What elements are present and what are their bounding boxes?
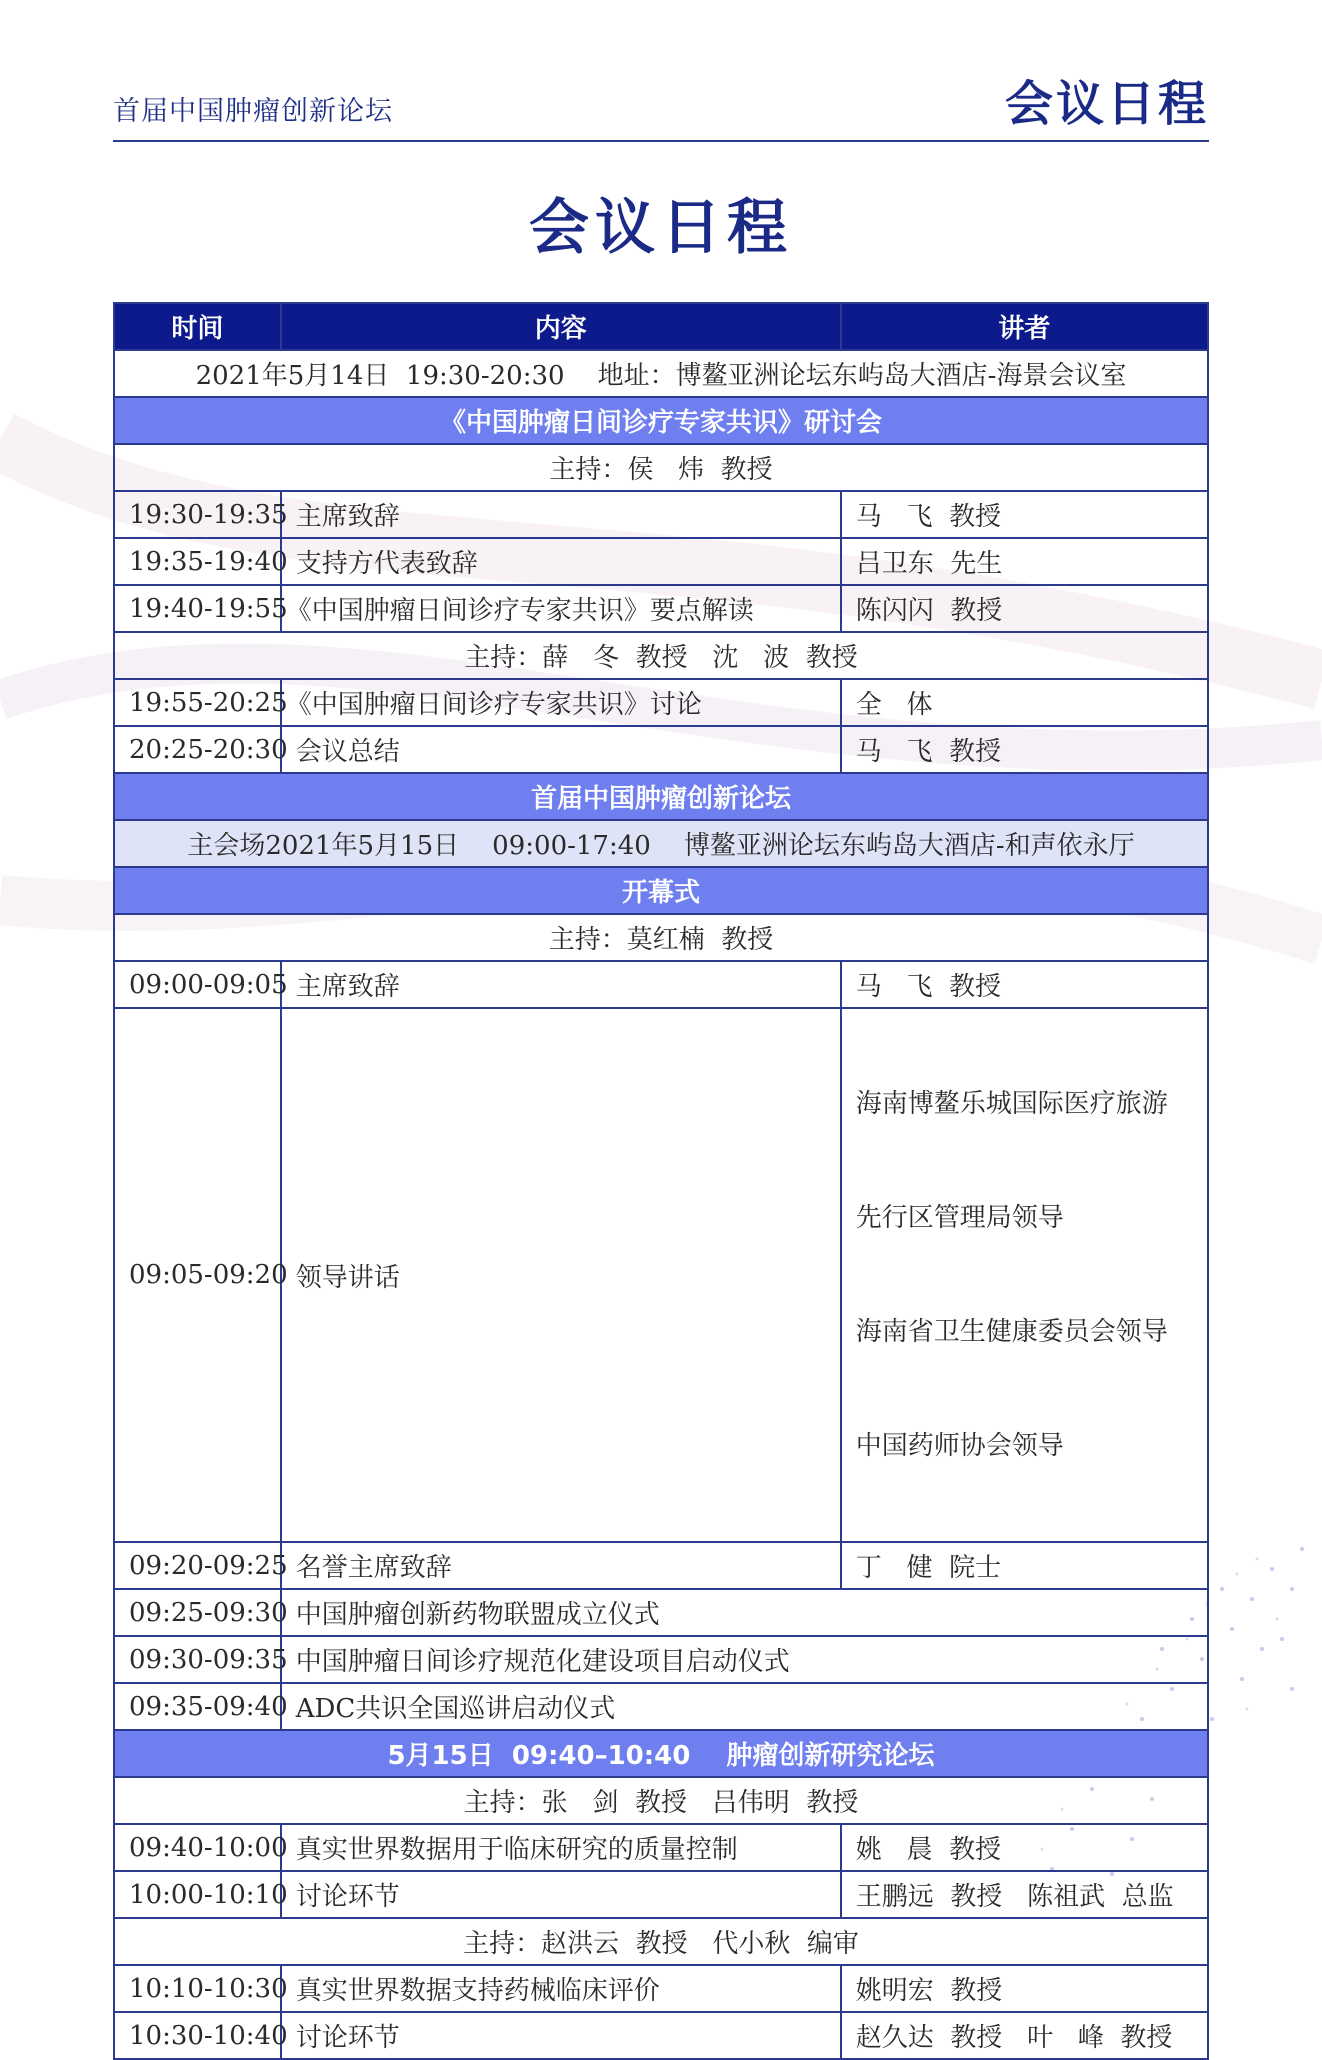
time-cell: 10:30-10:40 [114, 2012, 281, 2059]
content-cell: 名誉主席致辞 [281, 1542, 841, 1589]
agenda-table [113, 302, 1209, 2060]
content-cell: 主席致辞 [281, 961, 841, 1008]
column-header-time: 时间 [114, 303, 281, 350]
column-header-speaker: 讲者 [841, 303, 1208, 350]
forum-title-row [114, 773, 1208, 820]
table-row [114, 1824, 1208, 1871]
host-2: 主持：薛 冬 教授 沈 波 教授 [114, 632, 1208, 679]
table-row [114, 679, 1208, 726]
main-venue-row [114, 820, 1208, 867]
speaker-cell: 马 飞 教授 [841, 726, 1208, 773]
content-cell: 会议总结 [281, 726, 841, 773]
table-header-row [114, 303, 1208, 350]
time-cell: 10:00-10:10 [114, 1871, 281, 1918]
host-5: 主持：赵洪云 教授 代小秋 编审 [114, 1918, 1208, 1965]
opening-title: 开幕式 [114, 867, 1208, 914]
table-row [114, 1871, 1208, 1918]
speaker-cell: 赵久达 教授 叶 峰 教授 [841, 2012, 1208, 2059]
content-cell: 主席致辞 [281, 491, 841, 538]
page-title: 会议日程 [529, 193, 793, 263]
day1-info-row [114, 350, 1208, 397]
day1-info: 2021年5月14日 19:30-20:30 地址：博鳌亚洲论坛东屿岛大酒店-海景会议室 [114, 350, 1208, 397]
table-row [114, 491, 1208, 538]
speaker-cell: 丁 健 院士 [841, 1542, 1208, 1589]
section-title: 会议日程 [1004, 76, 1209, 132]
host-1: 主持：侯 炜 教授 [114, 444, 1208, 491]
table-row [114, 585, 1208, 632]
content-cell: 《中国肿瘤日间诊疗专家共识》要点解读 [281, 585, 841, 632]
speaker-line: 中国药师协会领导 [855, 1431, 1064, 1461]
table-row [114, 1965, 1208, 2012]
time-cell: 09:00-09:05 [114, 961, 281, 1008]
host-row-4 [114, 1777, 1208, 1824]
main-venue: 主会场2021年5月15日 09:00-17:40 博鳌亚洲论坛东屿岛大酒店-和声依永厅 [114, 820, 1208, 867]
content-cell: 中国肿瘤创新药物联盟成立仪式 [281, 1589, 1208, 1636]
time-cell: 09:05-09:20 [114, 1008, 281, 1542]
host-4: 主持：张 剑 教授 吕伟明 教授 [114, 1777, 1208, 1824]
speaker-cell: 姚 晨 教授 [841, 1824, 1208, 1871]
host-row-3 [114, 914, 1208, 961]
time-cell: 20:25-20:30 [114, 726, 281, 773]
table-row [114, 1008, 1208, 1542]
opening-title-row [114, 867, 1208, 914]
time-cell: 09:20-09:25 [114, 1542, 281, 1589]
table-row [114, 1542, 1208, 1589]
content-cell: 真实世界数据用于临床研究的质量控制 [281, 1824, 841, 1871]
speaker-cell: 陈闪闪 教授 [841, 585, 1208, 632]
table-row [114, 1636, 1208, 1683]
content-cell: 讨论环节 [281, 1871, 841, 1918]
speaker-cell: 马 飞 教授 [841, 491, 1208, 538]
host-row-1 [114, 444, 1208, 491]
speaker-cell: 姚明宏 教授 [841, 1965, 1208, 2012]
time-cell: 19:35-19:40 [114, 538, 281, 585]
host-row-5 [114, 1918, 1208, 1965]
content-cell: 支持方代表致辞 [281, 538, 841, 585]
forum-title: 首届中国肿瘤创新论坛 [114, 773, 1208, 820]
speaker-line: 海南省卫生健康委员会领导 [855, 1317, 1168, 1347]
table-row [114, 538, 1208, 585]
time-cell: 19:30-19:35 [114, 491, 281, 538]
time-cell: 19:40-19:55 [114, 585, 281, 632]
speaker-cell: 王鹏远 教授 陈祖武 总监 [841, 1871, 1208, 1918]
forum-name: 首届中国肿瘤创新论坛 [113, 96, 393, 127]
speaker-cell-multiline [841, 1008, 1208, 1542]
content-cell: 领导讲话 [281, 1008, 841, 1542]
time-cell: 09:35-09:40 [114, 1683, 281, 1730]
table-row [114, 726, 1208, 773]
time-cell: 10:10-10:30 [114, 1965, 281, 2012]
page-header [113, 60, 1209, 142]
table-row [114, 1589, 1208, 1636]
speaker-line: 先行区管理局领导 [855, 1203, 1064, 1233]
seminar-title-row [114, 397, 1208, 444]
speaker-cell: 全 体 [841, 679, 1208, 726]
content-cell: 《中国肿瘤日间诊疗专家共识》讨论 [281, 679, 841, 726]
time-cell: 09:30-09:35 [114, 1636, 281, 1683]
host-row-2 [114, 632, 1208, 679]
session-title-row [114, 1730, 1208, 1777]
host-3: 主持：莫红楠 教授 [114, 914, 1208, 961]
speaker-cell: 马 飞 教授 [841, 961, 1208, 1008]
table-row [114, 2012, 1208, 2059]
session-title: 5月15日 09:40–10:40 肿瘤创新研究论坛 [114, 1730, 1208, 1777]
speaker-cell: 吕卫东 先生 [841, 538, 1208, 585]
time-cell: 19:55-20:25 [114, 679, 281, 726]
speaker-line: 海南博鳌乐城国际医疗旅游 [855, 1089, 1168, 1119]
content-cell: 中国肿瘤日间诊疗规范化建设项目启动仪式 [281, 1636, 1208, 1683]
table-row [114, 1683, 1208, 1730]
table-row [114, 961, 1208, 1008]
content-cell: 讨论环节 [281, 2012, 841, 2059]
seminar-title: 《中国肿瘤日间诊疗专家共识》研讨会 [114, 397, 1208, 444]
content-cell: ADC共识全国巡讲启动仪式 [281, 1683, 1208, 1730]
time-cell: 09:25-09:30 [114, 1589, 281, 1636]
content-cell: 真实世界数据支持药械临床评价 [281, 1965, 841, 2012]
column-header-content: 内容 [281, 303, 841, 350]
time-cell: 09:40-10:00 [114, 1824, 281, 1871]
